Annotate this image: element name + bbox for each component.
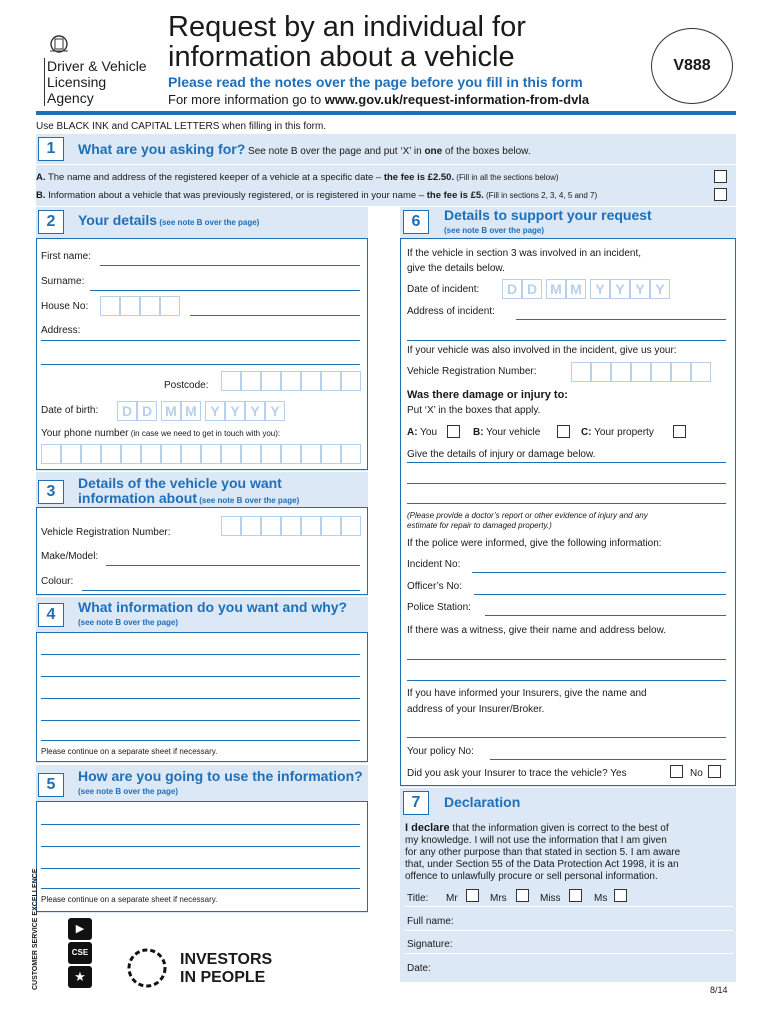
dob-boxes[interactable]: D D M M Y Y Y Y (117, 401, 285, 421)
option-vehicle-checkbox[interactable] (557, 425, 570, 438)
trace-yes-checkbox[interactable] (670, 765, 683, 778)
date-incident-label: Date of incident: (407, 284, 480, 295)
s6-vrn-label: Vehicle Registration Number: (407, 366, 537, 377)
signature-field[interactable] (405, 953, 733, 954)
house-no-label: House No: (41, 301, 89, 312)
ms-label: Ms (594, 893, 608, 904)
title-underline (405, 906, 733, 907)
address-incident-field-1[interactable] (516, 319, 726, 320)
phone-label: Your phone number (in case we need to get in touch with you): (41, 428, 281, 439)
date-label: Date: (407, 963, 431, 974)
damage-details-line-2[interactable] (407, 483, 726, 484)
incident-intro-1: If the vehicle in section 3 was involved in an incident, (407, 248, 642, 259)
insurers-line-1[interactable] (407, 737, 726, 738)
cse-vertical-text: CUSTOMER SERVICE EXCELLENCE (32, 868, 39, 990)
postcode-boxes[interactable] (221, 371, 361, 391)
put-x-label: Put ‘X’ in the boxes that apply. (407, 405, 541, 416)
signature-label: Signature: (407, 939, 453, 950)
info-url[interactable]: www.gov.uk/request-information-from-dvla (324, 92, 590, 107)
address-field-1[interactable] (41, 340, 360, 341)
section-5-line-1[interactable] (41, 824, 360, 825)
police-station-label: Police Station: (407, 602, 471, 613)
witness-label: If there was a witness, give their name and address below. (407, 625, 667, 636)
option-property-label: C: Your property (581, 427, 654, 438)
give-details-label: Give the details of injury or damage below. (407, 449, 596, 460)
section-5-number: 5 (38, 773, 64, 797)
instructions: Use BLACK INK and CAPITAL LETTERS when filling in this form. (36, 121, 327, 132)
option-you-checkbox[interactable] (447, 425, 460, 438)
damage-question: Was there damage or injury to: (407, 389, 568, 401)
section-5-line-4[interactable] (41, 888, 360, 889)
police-label: If the police were informed, give the following information: (407, 538, 662, 549)
full-name-field[interactable] (405, 930, 733, 931)
mrs-label: Mrs (490, 893, 507, 904)
colour-label: Colour: (41, 576, 74, 587)
section-4-number: 4 (38, 603, 64, 627)
surname-label: Surname: (41, 276, 85, 287)
declaration-text: I declare that the information given is correct to the best of my knowledge. I will not use the information that I am given for any other purpose than that stated in section 5. I am aware that, under Section 55 of the Data Protection Act 1998, it is an offence to unlawfully procure or sell personal information. (405, 822, 681, 882)
officer-no-field[interactable] (474, 594, 726, 595)
agency-name: Driver & Vehicle Licensing Agency (44, 58, 147, 106)
postcode-label: Postcode: (164, 380, 209, 391)
section-5-line-3[interactable] (41, 868, 360, 869)
laurel-icon (121, 946, 173, 990)
cse-logo (68, 918, 92, 988)
option-vehicle-label: B: Your vehicle (473, 427, 541, 438)
surname-field[interactable] (90, 290, 360, 291)
section-4-line-1[interactable] (41, 654, 360, 655)
your-vehicle-label: If your vehicle was also involved in the incident, give us your: (407, 345, 677, 356)
incident-intro-2: give the details below. (407, 263, 505, 274)
police-station-field[interactable] (485, 615, 726, 616)
section-2-title: Your details (see note B over the page) (78, 212, 260, 228)
full-name-label: Full name: (407, 916, 454, 927)
miss-label: Miss (540, 893, 561, 904)
option-you-label: A: You (407, 427, 438, 438)
option-b-text: B. Information about a vehicle that was previously registered, or is registered in your name – the fee is £5. (Fill in sections 2, 3, 4, 5 and 7) (36, 190, 598, 201)
form-title: Request by an individual for information about a vehicle (168, 11, 526, 73)
incident-no-label: Incident No: (407, 559, 461, 570)
damage-details-line-1[interactable] (407, 462, 726, 463)
witness-line-2[interactable] (407, 680, 726, 681)
section-7-title: Declaration (444, 794, 521, 810)
section-3-number: 3 (38, 480, 64, 504)
insurers-label-1: If you have informed your Insurers, give the name and (407, 688, 647, 699)
miss-checkbox[interactable] (569, 889, 582, 902)
address-label: Address: (41, 325, 81, 336)
date-incident-boxes[interactable]: D D M M Y Y Y Y (502, 279, 670, 299)
section-7-number: 7 (403, 791, 429, 815)
section-4-panel (36, 632, 368, 762)
option-a-checkbox[interactable] (714, 170, 727, 183)
first-name-label: First name: (41, 251, 92, 262)
section-4-line-2[interactable] (41, 676, 360, 677)
option-a-text: A. The name and address of the registered keeper of a vehicle at a specific date – the fee is £2.50. (Fill in all the sections below) (36, 172, 559, 183)
crest-icon (46, 33, 72, 55)
ms-checkbox[interactable] (614, 889, 627, 902)
policy-field[interactable] (490, 759, 726, 760)
officer-no-label: Officer’s No: (407, 581, 463, 592)
mr-checkbox[interactable] (466, 889, 479, 902)
form-code-badge: V888 (651, 28, 733, 104)
title-label: Title: (407, 893, 429, 904)
mrs-checkbox[interactable] (516, 889, 529, 902)
colour-field[interactable] (82, 590, 360, 591)
s6-vrn-boxes[interactable] (571, 362, 711, 382)
section-1-number: 1 (38, 137, 64, 161)
witness-line-1[interactable] (407, 659, 726, 660)
section-3-title: Details of the vehicle you want information about (see note B over the page) (78, 475, 300, 506)
doctor-note: (Please provide a doctor’s report or other evidence of injury and any estimate for repair to damaged property.) (407, 511, 648, 530)
make-model-label: Make/Model: (41, 551, 99, 562)
incident-no-field[interactable] (472, 572, 726, 573)
vehicle-reg-boxes[interactable] (221, 516, 361, 536)
insurers-label-2: address of your Insurer/Broker. (407, 704, 545, 715)
make-model-field[interactable] (106, 565, 360, 566)
phone-boxes[interactable] (41, 444, 361, 464)
option-b-checkbox[interactable] (714, 188, 727, 201)
section-1-heading: What are you asking for? See note B over the page and put ‘X’ in one of the boxes below. (78, 141, 531, 157)
header-rule (36, 111, 736, 115)
section-2-number: 2 (38, 210, 64, 234)
dob-label: Date of birth: (41, 405, 99, 416)
first-name-field[interactable] (100, 265, 360, 266)
star-icon: ★ (68, 966, 92, 988)
cse-badge: CSE (68, 942, 92, 964)
vehicle-reg-label: Vehicle Registration Number: (41, 527, 171, 538)
section-1-divider (36, 164, 736, 165)
section-4-continue: Please continue on a separate sheet if necessary. (41, 747, 218, 756)
section-4-line-4[interactable] (41, 720, 360, 721)
iip-text: INVESTORS IN PEOPLE (180, 951, 273, 986)
trace-no-checkbox[interactable] (708, 765, 721, 778)
mr-label: Mr (446, 893, 458, 904)
notes-line: Please read the notes over the page before you fill in this form (168, 74, 583, 90)
section-4-line-3[interactable] (41, 698, 360, 699)
damage-details-line-3[interactable] (407, 503, 726, 504)
option-property-checkbox[interactable] (673, 425, 686, 438)
address-field-2[interactable] (41, 364, 360, 365)
policy-label: Your policy No: (407, 746, 474, 757)
play-icon: ▶ (68, 918, 92, 940)
more-info-line: For more information go to www.gov.uk/request-information-from-dvla (168, 92, 590, 107)
trace-no-label: No (690, 768, 703, 779)
version-label: 8/14 (710, 985, 728, 995)
section-4-line-5[interactable] (41, 740, 360, 741)
section-5-line-2[interactable] (41, 846, 360, 847)
section-5-continue: Please continue on a separate sheet if necessary. (41, 895, 218, 904)
section-6-title: Details to support your request (see note B over the page) (444, 207, 652, 235)
section-4-title: What information do you want and why? (see note B over the page) (78, 599, 348, 627)
house-name-field[interactable] (190, 315, 360, 316)
trace-question: Did you ask your Insurer to trace the vehicle? Yes (407, 768, 627, 779)
address-incident-label: Address of incident: (407, 306, 495, 317)
section-5-title: How are you going to use the information? (see note B over the page) (78, 768, 363, 796)
address-incident-field-2[interactable] (407, 340, 726, 341)
section-6-number: 6 (403, 210, 429, 234)
house-no-boxes[interactable] (100, 296, 180, 316)
